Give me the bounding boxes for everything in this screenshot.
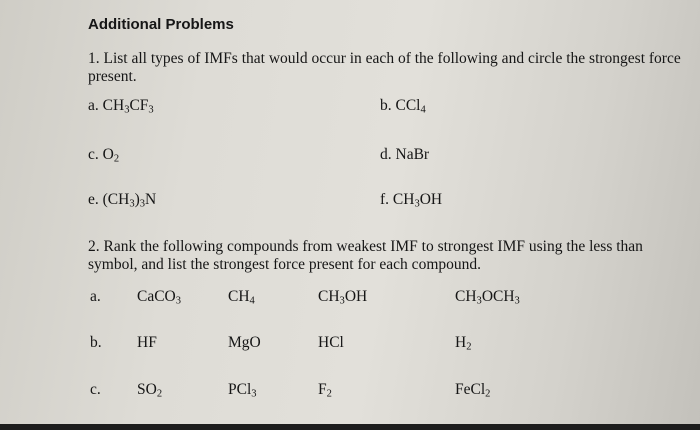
q2-compound: $CH_4$: [228, 288, 255, 307]
q2-row-label: c.: [90, 381, 101, 398]
q2-compound: $H_2$: [455, 334, 472, 353]
q1-item-formula: CCl$_4$: [395, 97, 426, 116]
q1-item-formula: $CH_3CF_3$: [102, 97, 154, 116]
q1-item-formula: $O_2$: [102, 146, 120, 165]
q2-compound: $SO_2$: [137, 381, 163, 400]
q2-compound: MgO: [228, 334, 261, 351]
q1-item-label: e.: [88, 191, 99, 208]
q1-item-c: [88, 145, 119, 164]
q2-compound: HCl: [318, 334, 344, 351]
q1-item-a: [88, 96, 154, 115]
q1-item-formula: $CH_3OH$: [392, 191, 443, 210]
q1-item-b: [380, 96, 426, 115]
question-1-prompt-line2: present.: [88, 68, 137, 85]
q1-item-label: d.: [380, 146, 392, 163]
q1-item-e: [88, 190, 156, 209]
q1-item-label: f.: [380, 191, 390, 208]
question-2-prompt-line2: symbol, and list the strongest force present for each compound.: [88, 256, 481, 273]
q1-item-label: a.: [88, 97, 99, 114]
q1-item-d: [380, 145, 429, 164]
q1-item-formula: $(CH_3)_3N$: [102, 191, 157, 210]
page-title: Additional Problems: [88, 16, 234, 33]
q2-row-label: b.: [90, 334, 102, 351]
q2-compound: PCl$_3$: [228, 381, 257, 400]
q1-item-label: c.: [88, 146, 99, 163]
q2-compound: HF: [137, 334, 157, 351]
q1-item-label: b.: [380, 97, 392, 114]
q2-compound: $CH_3OH$: [318, 288, 368, 307]
q2-compound: CaCO$_3$: [137, 288, 182, 307]
q2-row-label: a.: [90, 288, 101, 305]
question-2-prompt-line1: 2. Rank the following compounds from weakest IMF to strongest IMF using the less than: [88, 238, 643, 255]
q1-item-formula: NaBr: [395, 146, 430, 163]
q1-item-f: [380, 190, 442, 209]
question-1-prompt-line1: 1. List all types of IMFs that would occur in each of the following and circle the strongest force: [88, 50, 681, 67]
q2-compound: $F_2$: [318, 381, 332, 400]
q2-compound: FeCl$_2$: [455, 381, 491, 400]
q2-compound: $CH_3OCH_3$: [455, 288, 520, 307]
